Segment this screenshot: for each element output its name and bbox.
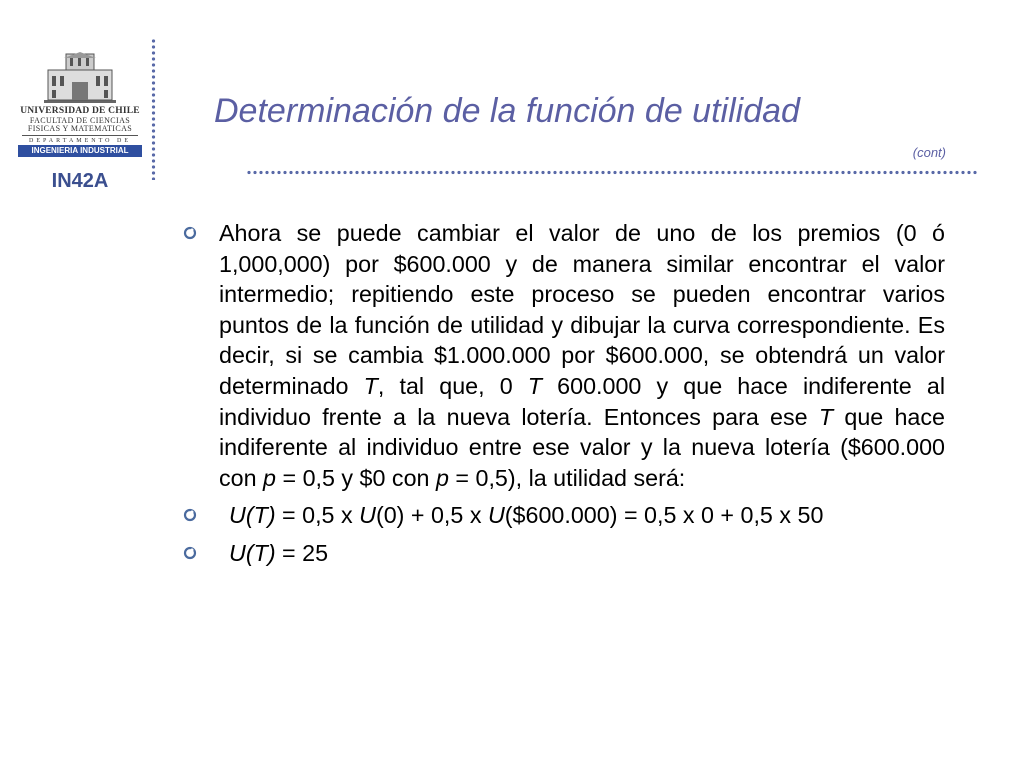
bullet-1-text-5: = 0,5 y $0 con bbox=[276, 464, 436, 491]
var-UT: U(T) bbox=[229, 539, 276, 566]
var-U: U bbox=[359, 502, 376, 529]
bullet-1-text-1: Ahora se puede cambiar el valor de uno de los premios (0 ó 1,000,000) por $600.000 y de manera similar encontrar el valor intermedio; repitiendo este proceso se pueden encontrar varios puntos de la función de utilidad y dibujar la curva correspondiente. Es decir, si se cambia $1.000.000 por $600.000, se obtendrá un valor determinado bbox=[219, 220, 945, 399]
slide-subtitle: (cont) bbox=[912, 145, 946, 160]
horizontal-dotted-divider bbox=[246, 170, 978, 175]
bullet-1-text-2: , tal que, 0 bbox=[377, 372, 528, 399]
bullet-item-3 bbox=[180, 538, 945, 569]
equation-1 bbox=[219, 502, 823, 528]
bullet-list bbox=[180, 218, 945, 569]
logo-department: DEPARTAMENTO DE bbox=[29, 137, 131, 144]
eq1-part: = 0,5 x bbox=[275, 502, 360, 529]
eq1-part: ($600.000) = 0,5 x 0 + 0,5 x 50 bbox=[504, 502, 824, 529]
bullet-1-text-3: 600.000 y que hace indiferente al individuo frente a la nueva lotería. Entonces para ese bbox=[219, 372, 945, 430]
bullet-item-2 bbox=[180, 500, 945, 531]
ring-bullet-icon bbox=[183, 508, 197, 522]
slide-title: Determinación de la función de utilidad bbox=[214, 92, 800, 130]
eq1-part: (0) + 0,5 x bbox=[375, 502, 488, 529]
university-logo bbox=[18, 52, 142, 157]
ring-bullet-icon bbox=[183, 226, 197, 240]
equation-2 bbox=[219, 540, 328, 566]
logo-faculty-2: FISICAS Y MATEMATICAS bbox=[27, 123, 133, 133]
vertical-dotted-divider bbox=[151, 38, 156, 180]
university-building-icon bbox=[42, 52, 118, 104]
logo-divider bbox=[22, 135, 138, 136]
var-U: U bbox=[487, 502, 505, 529]
bullet-item-1 bbox=[180, 218, 945, 493]
logo-department-name: INGENIERIA INDUSTRIAL bbox=[18, 145, 142, 157]
var-T: T bbox=[527, 372, 543, 399]
ring-bullet-icon bbox=[183, 546, 197, 560]
var-p: p bbox=[435, 464, 449, 491]
logo-faculty-1: FACULTAD DE CIENCIAS bbox=[29, 115, 131, 125]
eq2-part: = 25 bbox=[275, 539, 329, 566]
bullet-1-text-4: que hace indiferente al individuo entre ese valor y la nueva lotería ($600.000 con bbox=[219, 403, 945, 491]
course-code: IN42A bbox=[51, 170, 109, 192]
logo-university: UNIVERSIDAD DE CHILE bbox=[20, 106, 140, 116]
var-T: T bbox=[818, 403, 834, 430]
var-UT: U(T) bbox=[229, 502, 276, 529]
bullet-1-text-6: = 0,5), la utilidad será: bbox=[448, 464, 686, 491]
var-p: p bbox=[263, 464, 277, 491]
var-T: T bbox=[363, 372, 378, 399]
